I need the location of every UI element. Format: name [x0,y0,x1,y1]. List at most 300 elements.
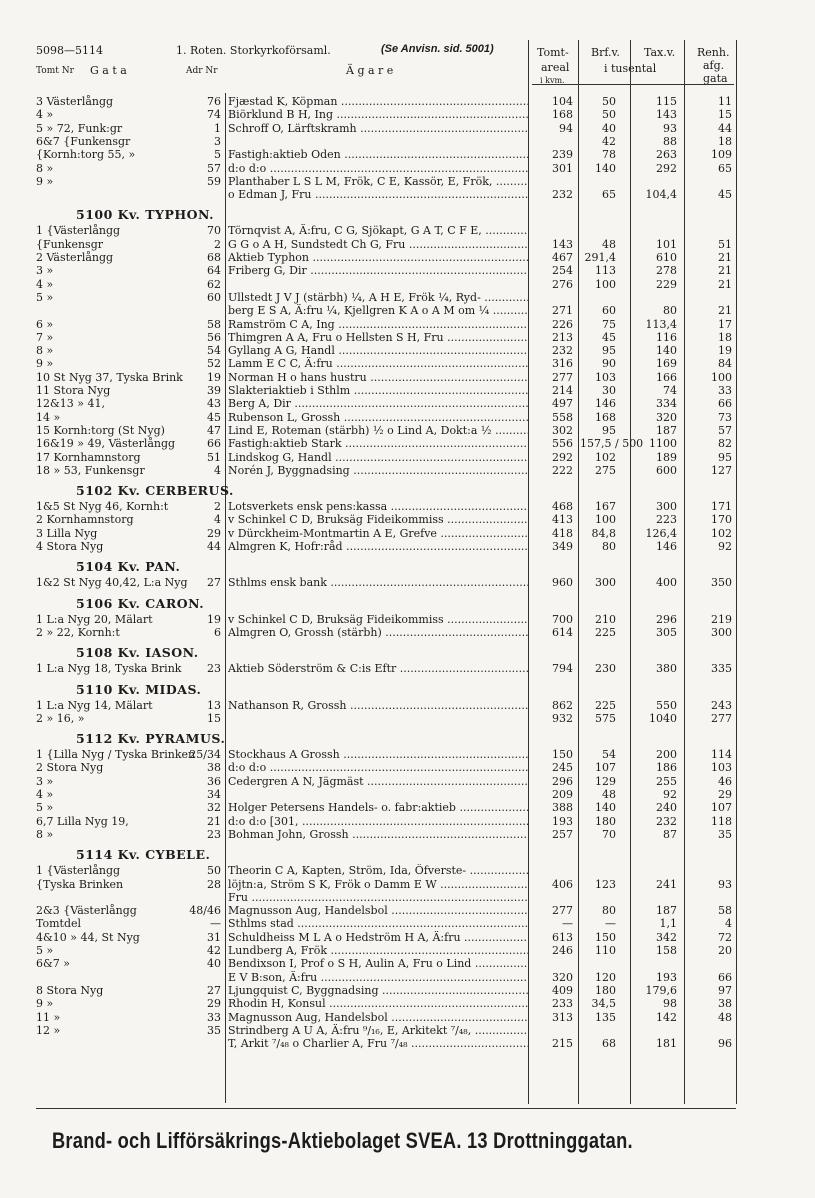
tax-value: 93 [663,121,677,135]
fire-insurance-value: 210 [595,612,616,626]
owner-name: Sthlms stad ..... [228,917,528,931]
address-number: 64 [207,264,221,278]
owner-name: Gyllang A G, Handl ..... [228,344,528,358]
cleaning-fee: 29 [718,788,732,801]
table-row [0,904,815,918]
plot-area: 320 [552,970,573,984]
address-number: 38 [207,761,221,775]
tax-value: 380 [656,662,677,676]
tax-value: 400 [656,576,677,590]
owner-name: E V B:son, Ä:fru ..... [228,971,528,985]
plot-area: 233 [552,997,573,1011]
block-heading: 5108 Kv. IASON. [76,645,199,661]
plot-area: 613 [552,930,573,944]
fire-insurance-value: 50 [602,95,616,108]
tax-value: 143 [656,108,677,122]
table-row [0,917,815,931]
tax-value: 115 [656,95,677,108]
plot-area: 239 [552,148,573,162]
plot-area: 302 [552,423,573,437]
owner-name: Norman H o hans hustru ..... [228,371,528,385]
fire-insurance-value: 48 [602,788,616,801]
street-address: 12&13 » 41, [36,397,106,411]
table-row [0,95,815,109]
owner-name: d:o d:o ..... [228,162,528,176]
cleaning-fee: 18 [718,134,732,148]
tax-value: 80 [663,304,677,318]
table-row [0,662,815,676]
cleaning-fee: 21 [718,304,732,318]
table-row [0,971,815,985]
street-address: {Tyska Brinken [36,877,124,891]
tax-value: 223 [656,513,677,527]
col-area: Tomt- [537,46,569,59]
address-number: 29 [207,526,221,540]
tax-value: 320 [656,410,677,424]
table-row [0,984,815,998]
table-row [0,108,815,122]
address-number: 47 [207,423,221,437]
col-renh-3: gata [703,72,728,85]
plot-area: 497 [552,397,573,411]
plot-area: 213 [552,330,573,344]
fire-insurance-value: 167 [595,500,616,514]
tax-value: 87 [663,827,677,841]
plot-area: 409 [552,983,573,997]
address-number: 19 [207,612,221,626]
plot-area: 277 [552,370,573,384]
fire-insurance-value: 90 [602,357,616,371]
address-number: 48/46 [189,904,221,918]
fire-insurance-value: 225 [595,698,616,712]
fire-insurance-value: 48 [602,237,616,251]
address-number: 27 [207,983,221,997]
owner-name: T, Arkit ⁷/₄₈ o Charlier A, Fru ⁷/₄₈ ..... [228,1037,528,1051]
table-row [0,148,815,162]
tax-value: 113,4 [645,317,677,331]
tax-value: 550 [656,698,677,712]
street-address: 5 » 72, Funk:gr [36,121,123,135]
address-number: 66 [207,437,221,451]
table-row [0,997,815,1011]
table-row [0,891,815,905]
owner-name: Ramström C A, Ing ..... [228,318,528,332]
address-number: 56 [207,330,221,344]
address-number: 23 [207,662,221,676]
cleaning-fee: 102 [711,526,732,540]
fire-insurance-value: 30 [602,384,616,397]
street-address: 17 Kornhamnstorg [36,450,141,464]
owner-name: Lind E, Roteman (stärbh) ½ o Lind A, Dokt:a ½ ..... [228,424,528,438]
cleaning-fee: 38 [718,997,732,1011]
cleaning-fee: 109 [711,148,732,162]
fire-insurance-value: 300 [595,576,616,590]
table-row [0,424,815,438]
fire-insurance-value: 70 [602,827,616,841]
plot-area: 245 [552,761,573,775]
owner-name: Fastigh:aktieb Stark ..... [228,437,528,451]
street-address: 4 » [36,788,54,801]
street-address: 2 Västerlångg [36,251,114,264]
owner-name: d:o d:o ..... [228,761,528,775]
table-row [0,304,815,318]
street-address: 8 » [36,344,54,358]
plot-area: 301 [552,161,573,175]
tax-value: 1100 [649,437,677,451]
tax-value: 600 [656,463,677,477]
cleaning-fee: 72 [718,930,732,944]
fire-insurance-value: 180 [595,983,616,997]
address-number: 28 [207,877,221,891]
table-row [0,513,815,527]
owner-name: d:o d:o [301, ..... [228,815,528,829]
street-address: 1 {Västerlångg [36,864,121,878]
cleaning-fee: 35 [718,827,732,841]
address-number: 59 [207,174,221,188]
street-address: 9 » [36,997,54,1011]
fire-insurance-value: 40 [602,121,616,135]
table-row [0,291,815,305]
owner-name: Ljungquist C, Byggnadsing ..... [228,984,528,998]
fire-insurance-value: 150 [595,930,616,944]
cleaning-fee: 243 [711,698,732,712]
address-number: 15 [207,711,221,725]
owner-name: berg E S A, Ä:fru ¼, Kjellgren K A o A M om ¼ ..... [228,304,528,318]
owner-name: Lamm E C C, Ä:fru ..... [228,357,528,371]
street-address: {Funkensgr [36,237,104,251]
address-number: 57 [207,161,221,175]
owner-name: Schroff O, Lärftskramh ..... [228,122,528,136]
address-number: 21 [207,814,221,828]
tax-value: 179,6 [645,983,677,997]
table-row [0,464,815,478]
plot-area: 143 [552,237,573,251]
owner-name: Norén J, Byggnadsing ..... [228,464,528,478]
owner-name: o Edman J, Fru ..... [228,188,528,202]
cleaning-fee: 96 [718,1037,732,1051]
fire-insurance-value: 157,5 / 500 [580,437,644,451]
street-address: 6,7 Lilla Nyg 19, [36,814,129,828]
street-address: 2 Stora Nyg [36,761,104,775]
cleaning-fee: 277 [711,711,732,725]
cleaning-fee: 17 [718,317,732,331]
address-number: 31 [207,930,221,944]
tax-value: 186 [656,761,677,775]
address-number: 6 [214,625,221,639]
fire-insurance-value: 291,4 [584,251,616,264]
block-heading: 5114 Kv. CYBELE. [76,847,211,863]
street-address: 2 Kornhamnstorg [36,513,134,527]
street-address: 2 » 16, » [36,711,85,725]
owner-name: Strindberg A U A, Ä:fru ⁹/₁₆, E, Arkitekt ⁷/₄₈, ..... [228,1024,528,1038]
tax-value: 240 [656,801,677,815]
fire-insurance-value: 100 [595,277,616,291]
table-row [0,775,815,789]
cleaning-fee: 20 [718,944,732,957]
plot-area: 932 [552,711,573,725]
plot-area: 276 [552,277,573,291]
owner-name: Biörklund B H, Ing ..... [228,108,528,122]
col-renh-2: afg. [703,59,725,72]
tax-value: 104,4 [645,188,677,202]
address-number: 51 [207,450,221,464]
fire-insurance-value: 78 [602,148,616,162]
fire-insurance-value: 230 [595,662,616,676]
owner-name: Holger Petersens Handels- o. fabr:aktieb ..... [228,801,528,815]
table-row [0,699,815,713]
table-row [0,931,815,945]
fire-insurance-value: 84,8 [591,526,616,540]
plot-area: 150 [552,748,573,762]
cleaning-fee: 107 [711,801,732,815]
owner-name: Thimgren A A, Fru o Hellsten S H, Fru ..... [228,331,528,345]
tax-value: 232 [656,814,677,828]
plot-area: 413 [552,513,573,527]
fire-insurance-value: 123 [595,877,616,891]
table-row [0,384,815,398]
street-address: 3 Lilla Nyg [36,526,98,540]
table-row [0,815,815,829]
plot-area: 168 [552,108,573,122]
col-adr-nr: Adr Nr [186,66,218,76]
tax-value: 92 [663,788,677,801]
table-row [0,1037,815,1051]
cleaning-fee: 350 [711,576,732,590]
fire-insurance-value: 68 [602,1037,616,1051]
tax-value: 142 [656,1010,677,1024]
cleaning-fee: 171 [711,500,732,514]
fire-insurance-value: 275 [595,463,616,477]
fire-insurance-value: 120 [595,970,616,984]
table-row [0,331,815,345]
cleaning-fee: 84 [718,357,732,371]
tax-value: 169 [656,357,677,371]
tax-value: 181 [656,1037,677,1051]
table-row [0,175,815,189]
owner-name: Fjæstad K, Köpman ..... [228,95,528,109]
cleaning-fee: 92 [718,540,732,553]
plot-area: 794 [552,662,573,676]
tax-value: 278 [656,264,677,278]
tax-value: 292 [656,161,677,175]
block-heading: 5102 Kv. CERBERUS. [76,483,234,499]
block-heading: 5112 Kv. PYRAMUS. [76,731,226,747]
address-number: 40 [207,957,221,971]
fire-insurance-value: 146 [595,397,616,411]
street-address: 4 Stora Nyg [36,540,104,553]
plot-area: 862 [552,698,573,712]
cleaning-fee: 46 [718,774,732,788]
plot-area: — [562,917,573,931]
fire-insurance-value: 42 [602,134,616,148]
tax-value: 140 [656,344,677,358]
plot-area: 193 [552,814,573,828]
tax-value: 241 [656,877,677,891]
block-heading: 5106 Kv. CARON. [76,595,205,611]
cleaning-fee: 11 [718,95,732,108]
plot-area: 292 [552,450,573,464]
owner-name: Ullstedt J V J (stärbh) ¼, A H E, Frök ¼, Ryd- ..... [228,291,528,305]
street-address: 1 {Lilla Nyg / Tyska Brinken [36,748,196,762]
table-row [0,828,815,842]
cleaning-fee: 127 [711,463,732,477]
cleaning-fee: 103 [711,761,732,775]
tax-value: 229 [656,277,677,291]
address-number: 68 [207,251,221,264]
col-agare: Ä g a r e [346,64,394,77]
table-row [0,864,815,878]
fire-insurance-value: 60 [602,304,616,318]
fire-insurance-value: 45 [602,330,616,344]
cleaning-fee: 57 [718,423,732,437]
street-address: 1 L:a Nyg 20, Mälart [36,612,153,626]
col-renh: Renh. [697,46,730,59]
table-row [0,437,815,451]
table-row [0,613,815,627]
owner-name: v Schinkel C D, Bruksäg Fideikommiss ..... [228,513,528,527]
street-address: 2&3 {Västerlångg [36,904,137,918]
address-number: 70 [207,224,221,238]
plot-area: 94 [559,121,573,135]
col-area-3: i kvm. [540,76,565,85]
tax-value: 116 [656,330,677,344]
plot-area: 246 [552,944,573,957]
cleaning-fee: 48 [718,1010,732,1024]
owner-name: Berg A, Dir ..... [228,397,528,411]
owner-name: Theorin C A, Kapten, Ström, Ida, Öfverste- ..... [228,864,528,878]
tax-value: 200 [656,748,677,762]
address-number: — [210,917,221,931]
table-row [0,122,815,136]
owner-name: Nathanson R, Grossh ..... [228,699,528,713]
street-address: 12 » [36,1023,61,1037]
table-row [0,1024,815,1038]
fire-insurance-value: 80 [602,904,616,918]
address-number: 35 [207,1023,221,1037]
owner-name: Almgren K, Hofr:råd ..... [228,540,528,554]
street-address: 3 Västerlångg [36,95,114,108]
street-address: 1&5 St Nyg 46, Kornh:t [36,500,169,514]
table-row [0,801,815,815]
street-address: 14 » [36,410,61,424]
cleaning-fee: 58 [718,904,732,918]
address-number: 2 [214,237,221,251]
address-number: 74 [207,108,221,122]
owner-name: löjtn:a, Ström S K, Frök o Damm E W ..... [228,878,528,892]
plot-area: 316 [552,357,573,371]
address-number: 4 [214,513,221,527]
street-address: 1 L:a Nyg 14, Mälart [36,698,153,712]
plot-area: 296 [552,774,573,788]
cleaning-fee: 66 [718,397,732,411]
col-area-2: areal [541,61,570,74]
street-address: 9 » [36,357,54,371]
fire-insurance-value: 168 [595,410,616,424]
table-row [0,788,815,802]
plot-area: 349 [552,540,573,553]
street-address: 3 » [36,774,54,788]
col-tax: Tax.v. [644,46,676,59]
tax-value: 146 [656,540,677,553]
address-number: 19 [207,370,221,384]
owner-name: Aktieb Söderström & C:is Eftr ..... [228,662,528,676]
cleaning-fee: 65 [718,161,732,175]
owner-name: Aktieb Typhon ..... [228,251,528,265]
fire-insurance-value: 140 [595,801,616,815]
address-number: 42 [207,944,221,957]
street-address: 5 » [36,801,54,815]
address-number: 76 [207,95,221,108]
plot-area: 614 [552,625,573,639]
tax-value: 296 [656,612,677,626]
cleaning-fee: 93 [718,877,732,891]
cleaning-fee: 300 [711,625,732,639]
footer-rule [36,1108,736,1109]
table-row [0,411,815,425]
fire-insurance-value: 140 [595,161,616,175]
owner-name: Stockhaus A Grossh ..... [228,748,528,762]
cleaning-fee: 33 [718,384,732,397]
address-number: 60 [207,290,221,304]
street-address: {Kornh:torg 55, » [36,148,136,162]
col-gata: G a t a [90,64,127,77]
owner-name: Lundberg A, Frök ..... [228,944,528,958]
tax-value: 193 [656,970,677,984]
fire-insurance-value: 34,5 [591,997,616,1011]
address-number: 25/34 [189,748,221,762]
street-address: 6&7 » [36,957,71,971]
plot-area: 254 [552,264,573,278]
owner-name: Sthlms ensk bank ..... [228,576,528,590]
table-row [0,344,815,358]
plot-area: 700 [552,612,573,626]
plot-area: 467 [552,251,573,264]
address-number: 43 [207,397,221,411]
fire-insurance-value: 75 [602,317,616,331]
table-row [0,371,815,385]
fire-insurance-value: 180 [595,814,616,828]
street-address: 15 Kornh:torg (St Nyg) [36,423,165,437]
plot-area: 558 [552,410,573,424]
fire-insurance-value: 50 [602,108,616,122]
street-address: 4 » [36,108,54,122]
address-number: 2 [214,500,221,514]
owner-name: Fastigh:aktieb Oden ..... [228,148,528,162]
block-heading: 5100 Kv. TYPHON. [76,207,215,223]
address-number: 44 [207,540,221,553]
table-row [0,162,815,176]
address-number: 1 [214,121,221,135]
cleaning-fee: 66 [718,970,732,984]
cleaning-fee: 95 [718,450,732,464]
owner-name: Friberg G, Dir ..... [228,264,528,278]
owner-name: Fru ..... [228,891,528,905]
cleaning-fee: 19 [718,344,732,358]
table-row [0,224,815,238]
plot-area: 104 [552,95,573,108]
address-number: 54 [207,344,221,358]
cleaning-fee: 18 [718,330,732,344]
address-number: 58 [207,317,221,331]
address-number: 33 [207,1010,221,1024]
owner-name: Bendixson I, Prof o S H, Aulin A, Fru o Lind ..... [228,957,528,971]
owner-name: Magnusson Aug, Handelsbol ..... [228,1011,528,1025]
street-address: 4&10 » 44, St Nyg [36,930,140,944]
address-number: 3 [214,134,221,148]
tax-value: 305 [656,625,677,639]
table-row [0,188,815,202]
fire-insurance-value: 110 [595,944,616,957]
